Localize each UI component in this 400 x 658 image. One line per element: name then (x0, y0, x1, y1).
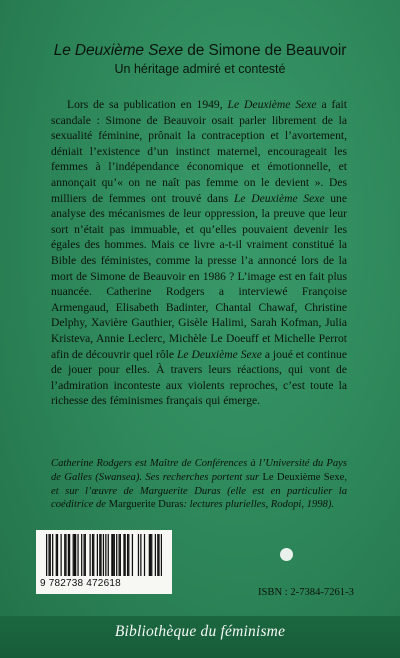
barcode-bar (120, 534, 121, 576)
author-note-book-title: Marguerite Duras (108, 499, 184, 511)
barcode-bar (68, 534, 69, 576)
author-note (51, 457, 347, 512)
barcode-bars (46, 534, 162, 578)
barcode-bar (81, 534, 82, 576)
barcode-bar (140, 534, 141, 576)
barcode-bar (127, 534, 128, 576)
barcode-bar (103, 534, 104, 576)
barcode-bar (149, 534, 150, 576)
blurb-book-title: Le Deuxième Sexe (233, 191, 325, 205)
blurb-text (51, 97, 347, 409)
barcode-bar (100, 534, 101, 576)
barcode-bar (69, 534, 70, 576)
barcode-bar (52, 534, 53, 576)
barcode-bar (150, 534, 151, 576)
title-rest: de Simone de Beauvoir (183, 42, 347, 59)
barcode-bar (83, 534, 84, 576)
barcode-bar (105, 534, 106, 576)
barcode-bar (61, 534, 62, 576)
barcode-bar (158, 534, 159, 576)
barcode-bar (112, 534, 113, 576)
barcode-bar (46, 534, 47, 576)
book-subtitle: Un héritage admiré et contesté (114, 62, 286, 76)
barcode-bar (73, 534, 74, 576)
barcode-bar (116, 534, 117, 576)
barcode-bar (57, 534, 58, 576)
blurb-book-title: Le Deuxième Sexe (176, 347, 262, 361)
barcode-bar (77, 534, 78, 576)
blurb-paragraph (51, 97, 347, 409)
author-note-book-title: Le Deuxième Sexe (262, 471, 345, 483)
barcode-bar (151, 534, 152, 576)
barcode-bar (50, 534, 51, 576)
barcode-bar (123, 534, 124, 576)
publisher-seal-icon (280, 548, 293, 561)
barcode-bar (99, 534, 100, 576)
barcode-bar (157, 534, 158, 576)
barcode-bar (119, 534, 120, 576)
barcode-bar (108, 534, 109, 576)
barcode-bar (92, 534, 93, 576)
barcode-bar (75, 534, 76, 576)
blurb-part: une analyse des mécanismes de leur oppression, la preuve que leur sort n’était pas immuable, et qu’elles pouvaient devenir les égales des hommes. Mais ce livre a-t-il vraiment constitué la Bible des féministes, comme la presse l’a annoncé lors de la mort de Simone de Beauvoir en 1986 ? L’image est en fait plus nuancée. Catherine Rodgers a interviewé Françoise Armengaud, Elisabeth Badinter, Chantal Chawaf, Christine Delphy, Xavière Gauthier, Gisèle Halimi, Sarah Kofman, Julia Kristeva, Annie Leclerc, Michèle Le Doeuff et Michelle Perrot afin de découvrir quel rôle (51, 191, 348, 361)
barcode-bar (65, 534, 66, 576)
barcode-bar (111, 534, 112, 576)
barcode-bar (56, 534, 57, 576)
barcode-bar (48, 534, 49, 576)
author-note-part: : lectures plurielles, Rodopi, 1998). (183, 499, 335, 511)
blurb-part: Lors de sa publication en 1949, (67, 98, 228, 111)
barcode-bar (155, 534, 156, 576)
barcode-bar (90, 534, 91, 576)
barcode-digits: 9 782738 472618 (40, 578, 121, 589)
isbn-number: ISBN : 2-7384-7261-3 (258, 587, 354, 598)
barcode-bar (64, 534, 65, 576)
barcode-bar (85, 534, 86, 576)
blurb-book-title: Le Deuxième Sexe (227, 98, 317, 111)
book-title (0, 42, 400, 60)
author-note-part: Catherine Rodgers est Maître de Conférences à l’Université du Pays de Galles (Swansea). Ses recherches portent sur (51, 458, 347, 483)
barcode-bar (138, 534, 139, 576)
barcode-bar (97, 534, 98, 576)
series-name: Bibliothèque du féminisme (114, 623, 286, 640)
blurb-part: a joué et continue de jouer pour elles. À travers leurs réactions, qui vont de l’admiration inconteste aux violents reproches, c’est toute la richesse des féminismes français qui émerge. (51, 347, 347, 408)
blurb-part: a fait scandale : Simone de Beauvoir osait parler librement de la sexualité féminine, prônait la contraception et l’avortement, déniait l’existence d’un instinct maternel, encourageait les femmes à l’indépendance économique et émotionnelle, et annonçait qu’« on ne naît pas femme on le devient ». Des milliers de femmes ont trouvé dans (51, 98, 347, 205)
author-note-part: , et sur l’œuvre de Marguerite Duras (elle est en particulier la coéditrice de (51, 471, 347, 511)
barcode-bar (93, 534, 94, 576)
title-italic: Le Deuxième Sexe (53, 42, 184, 59)
barcode-bar (125, 534, 126, 576)
barcode-bar (128, 534, 129, 576)
barcode-bar (114, 534, 115, 576)
barcode-bar (132, 534, 133, 576)
barcode-bar (144, 534, 145, 576)
barcode (36, 530, 172, 594)
barcode-bar (161, 534, 162, 576)
barcode-bar (74, 534, 75, 576)
